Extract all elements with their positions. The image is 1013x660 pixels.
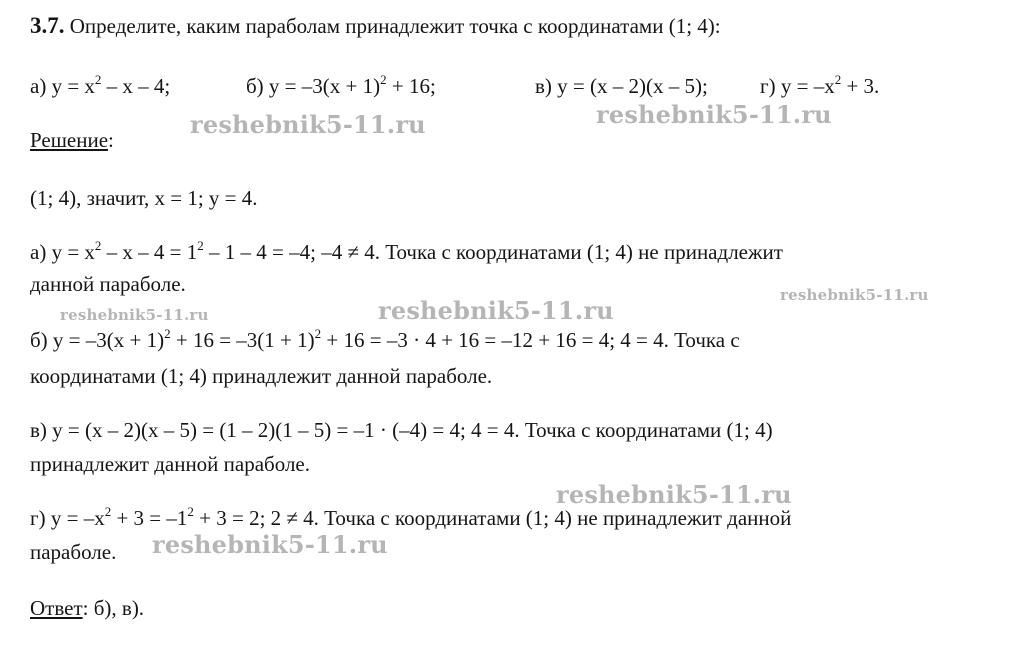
option-g: г) $y = -x^2 + 3$. <box>760 72 880 98</box>
watermark: reshebnik5-11.ru <box>60 306 209 324</box>
watermark: reshebnik5-11.ru <box>556 480 792 509</box>
solution-heading: Решение: <box>30 128 114 152</box>
task-number: 3.7. <box>30 13 65 38</box>
step-b-line-1: б) $y = -3(x + 1)^2 + 16 = -3(1 + 1)^2 + 16 = -3 \cdot 4 + 16 = -12 + 16 = 4$; 4 = 4. Точка с <box>30 326 740 352</box>
step-g-line-2: параболе. <box>30 540 117 564</box>
option-v: в) y = (x – 2)(x – 5); <box>535 74 708 98</box>
watermark: reshebnik5-11.ru <box>780 286 929 304</box>
solution-label: Решение <box>30 128 109 152</box>
step-b-line-2: координатами (1; 4) принадлежит данной параболе. <box>30 364 493 388</box>
step-a-line-2: данной параболе. <box>30 272 186 296</box>
watermark: reshebnik5-11.ru <box>152 530 388 559</box>
step-v-line-2: принадлежит данной параболе. <box>30 452 311 476</box>
step-g-line-1: г) $y = -x^2 + 3 = -1^2 + 3 = 2$; 2 ≠ 4. Точка с координатами (1; 4) не принадлежит данной <box>30 504 792 530</box>
watermark: reshebnik5-11.ru <box>596 100 832 129</box>
task-text: Определите, каким параболам принадлежит точка с координатами (1; 4): <box>69 14 721 38</box>
watermark: reshebnik5-11.ru <box>190 110 426 139</box>
solution-intro: (1; 4), значит, x = 1; y = 4. <box>30 186 258 210</box>
step-v-line-1: в) y = (x – 2)(x – 5) = (1 – 2)(1 – 5) = –1 · (–4) = 4; 4 = 4. Точка с координатами (1; 4) <box>30 418 773 442</box>
watermark: reshebnik5-11.ru <box>378 296 614 325</box>
option-b: б) $y = -3(x + 1)^2 + 16$; <box>246 72 436 98</box>
answer-label: Ответ <box>30 596 83 620</box>
option-a: а) $y = x^2 - x - 4$; <box>30 72 171 98</box>
answer <box>30 596 144 620</box>
answer-text: : б), в). <box>82 596 145 620</box>
step-a-line-1: а) $y = x^2 - x - 4 = 1^2 - 1 - 4 = -4$; –4 ≠ 4. Точка с координатами (1; 4) не принадлежит <box>30 238 783 264</box>
task-title <box>30 14 721 38</box>
